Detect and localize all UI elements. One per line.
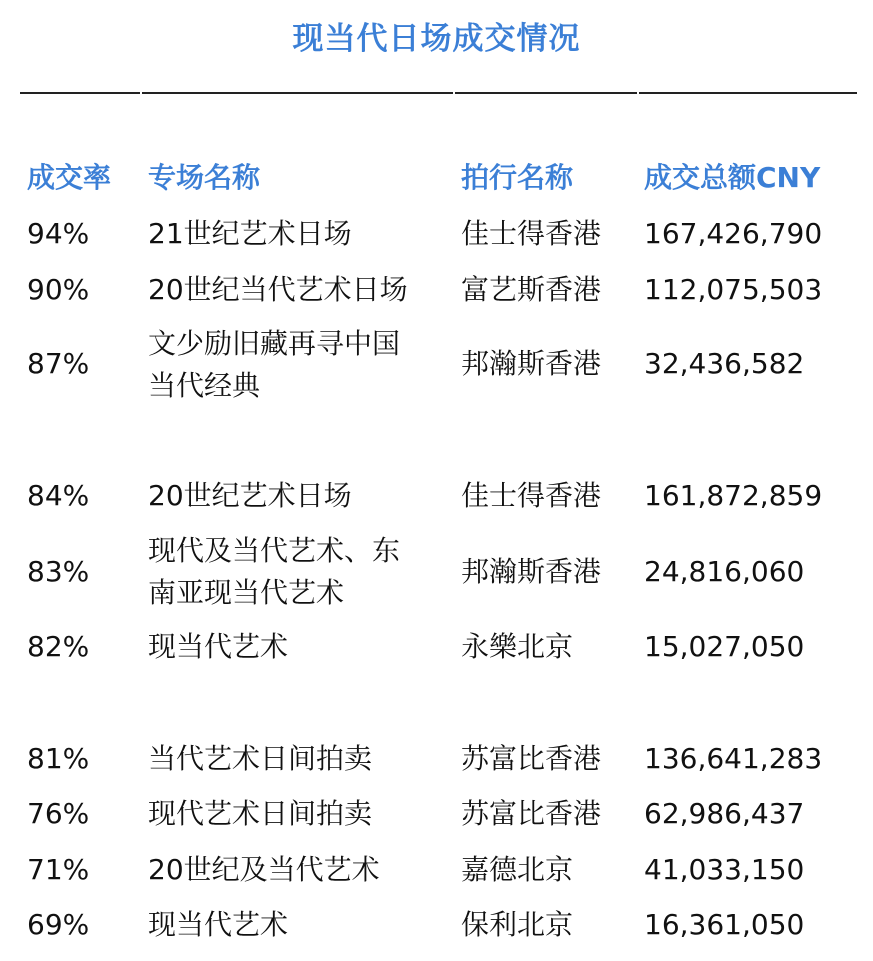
table-row-session: 20世纪及当代艺术 [148, 853, 380, 886]
table-row-total: 15,027,050 [644, 630, 805, 663]
table-row-house: 邦瀚斯香港 [461, 347, 602, 380]
table-row-total: 32,436,582 [644, 347, 805, 380]
table-row-house: 富艺斯香港 [461, 273, 602, 306]
table-row-session-line2: 当代经典 [148, 369, 261, 402]
table-row-rate: 81% [27, 742, 90, 775]
table-row-session: 20世纪艺术日场 [148, 479, 352, 512]
table-row-session: 21世纪艺术日场 [148, 217, 352, 250]
table-row-total: 161,872,859 [644, 479, 823, 512]
table-row-session-line2: 南亚现当代艺术 [148, 576, 345, 609]
table-row-rate: 82% [27, 630, 90, 663]
column-header-session: 专场名称 [148, 161, 261, 194]
table-row-session: 现当代艺术 [148, 630, 289, 663]
table-row-session: 20世纪当代艺术日场 [148, 273, 408, 306]
table-row-total: 24,816,060 [644, 555, 805, 588]
table-row-session: 当代艺术日间拍卖 [148, 742, 373, 775]
table-row-house: 佳士得香港 [461, 217, 602, 250]
table-row-session: 现当代艺术 [148, 908, 289, 941]
table-row-total: 62,986,437 [644, 797, 805, 830]
column-header-total: 成交总额CNY [644, 161, 821, 194]
table-row-total: 41,033,150 [644, 853, 805, 886]
table-row-rate: 84% [27, 479, 90, 512]
table-row-total: 167,426,790 [644, 217, 823, 250]
column-header-rate: 成交率 [27, 161, 112, 194]
table-row-total: 112,075,503 [644, 273, 823, 306]
table-row-rate: 94% [27, 217, 90, 250]
table-row-house: 苏富比香港 [461, 797, 602, 830]
table-row-house: 邦瀚斯香港 [461, 555, 602, 588]
table-row-rate: 69% [27, 908, 90, 941]
table-row-rate: 76% [27, 797, 90, 830]
header-rule-total [639, 92, 857, 94]
table-row-house: 苏富比香港 [461, 742, 602, 775]
header-rule-house [455, 92, 637, 94]
table-row-house: 佳士得香港 [461, 479, 602, 512]
page-title: 现当代日场成交情况 [292, 21, 581, 57]
header-rule-session [142, 92, 453, 94]
column-header-house: 拍行名称 [461, 161, 574, 194]
table-row-total: 16,361,050 [644, 908, 805, 941]
table-row-total: 136,641,283 [644, 742, 823, 775]
table-row-session-line1: 现代及当代艺术、东 [148, 534, 401, 567]
table-row-house: 嘉德北京 [461, 853, 574, 886]
table-row-rate: 87% [27, 347, 90, 380]
table-row-rate: 71% [27, 853, 90, 886]
table-row-house: 永樂北京 [461, 630, 574, 663]
table-row-session: 现代艺术日间拍卖 [148, 797, 373, 830]
table-row-session-line1: 文少励旧藏再寻中国 [148, 327, 401, 360]
table-row-rate: 90% [27, 273, 90, 306]
table-row-house: 保利北京 [461, 908, 574, 941]
header-rule-rate [20, 92, 140, 94]
table-row-rate: 83% [27, 555, 90, 588]
